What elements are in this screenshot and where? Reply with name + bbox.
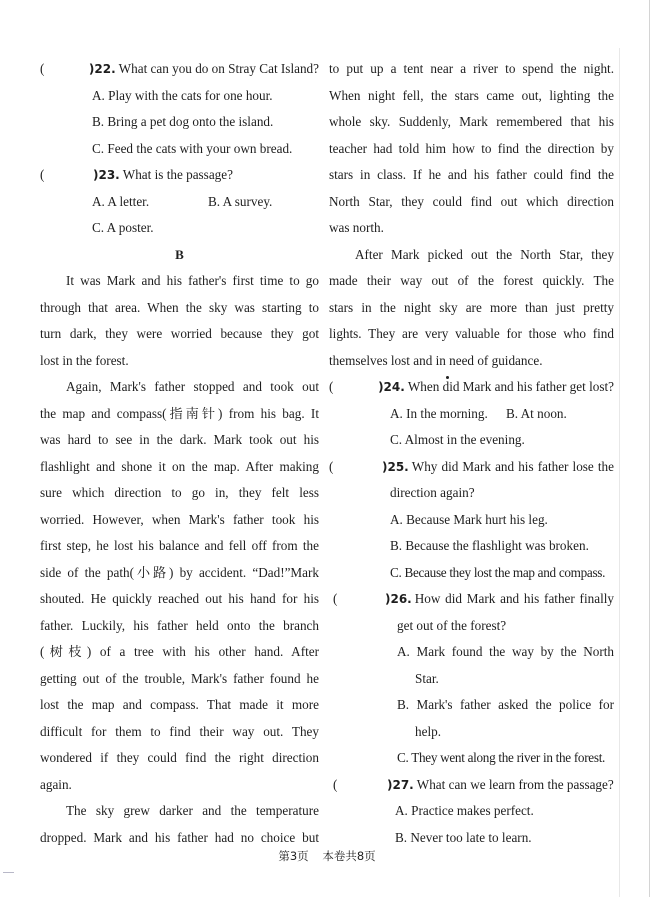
question-25 bbox=[329, 454, 614, 481]
answer-blank[interactable]: ( bbox=[333, 776, 338, 792]
passage-line: North Star, they could find out which direction bbox=[329, 193, 614, 209]
option-a-text: A. Mark found the way by the North bbox=[397, 644, 614, 659]
passage-line: again. bbox=[40, 776, 72, 792]
option-c: C. They went along the river in the forest. bbox=[397, 750, 606, 765]
question-text: How did Mark and his father finally bbox=[414, 591, 614, 606]
option-a: A. Practice makes perfect. bbox=[395, 803, 534, 818]
question-number: )24. bbox=[378, 380, 405, 394]
section-title: B bbox=[175, 246, 184, 262]
passage-line: stars in the night sky are more than just pretty bbox=[329, 299, 614, 315]
right-column bbox=[329, 56, 614, 851]
question-24 bbox=[329, 374, 614, 401]
option-b: B. At noon. bbox=[506, 405, 567, 421]
question-23 bbox=[40, 162, 319, 189]
option-b: B. A survey. bbox=[208, 193, 273, 209]
page-number: 第3页 bbox=[278, 849, 309, 863]
option-c: C. Almost in the evening. bbox=[390, 432, 525, 447]
option-b: B. Never too late to learn. bbox=[395, 829, 532, 845]
option-b bbox=[329, 692, 614, 719]
passage-line: the map and compass(指南针) from his bag. It bbox=[40, 405, 319, 421]
option-b-text: B. Mark's father asked the police for bbox=[397, 697, 614, 712]
passage-line: wondered if they could find the right direction bbox=[40, 750, 319, 765]
question-27 bbox=[329, 772, 614, 799]
option-c: C. Feed the cats with your own bread. bbox=[92, 140, 293, 156]
option-a: A. Because Mark hurt his leg. bbox=[390, 511, 548, 527]
passage-line: lights. They are very valuable for those who find bbox=[329, 326, 614, 341]
passage-line: Again, Mark's father stopped and took out bbox=[66, 379, 319, 394]
passage-line: whole sky. Suddenly, Mark remembered that his bbox=[329, 114, 614, 129]
left-column bbox=[40, 56, 319, 851]
answer-blank[interactable]: ( bbox=[329, 458, 334, 474]
option-c: C. A poster. bbox=[92, 220, 154, 235]
passage-line: lost in the forest. bbox=[40, 352, 129, 368]
passage-line: (树枝) of a tree with his other hand. After bbox=[40, 644, 319, 659]
page-edge-line bbox=[649, 0, 650, 897]
question-text-continued: get out of the forest? bbox=[397, 617, 507, 633]
passage-line: worried. However, when Mark's father took his bbox=[40, 511, 319, 527]
question-26 bbox=[329, 586, 614, 613]
question-number: )26. bbox=[385, 592, 412, 606]
passage-line: The sky grew darker and the temperature bbox=[66, 803, 319, 818]
passage-line: shouted. He quickly reached out his hand for his bbox=[40, 591, 319, 606]
question-text: What can you do on Stray Cat Island? bbox=[118, 61, 319, 76]
passage-line: flashlight and shone it on the map. After making bbox=[40, 458, 319, 474]
option-a: A. Play with the cats for one hour. bbox=[92, 87, 273, 103]
passage-line: side of the path(小路) by accident. “Dad!”Mark bbox=[40, 564, 319, 580]
passage-line: father. Luckily, his father held onto the branch bbox=[40, 617, 319, 633]
emphasis-dot bbox=[446, 376, 449, 379]
passage-line: teacher had told him how to find the direction by bbox=[329, 140, 614, 156]
answer-blank[interactable]: ( bbox=[329, 379, 334, 394]
question-text: Why did Mark and his father lose the bbox=[411, 458, 614, 474]
passage-line: lost the map and compass. That made it more bbox=[40, 697, 319, 712]
question-text: What can we learn from the passage? bbox=[416, 776, 614, 792]
passage-line: made their way out of the forest quickly. The bbox=[329, 273, 614, 288]
option-c: C. Because they lost the map and compass. bbox=[390, 564, 606, 580]
option-b: B. Because the flashlight was broken. bbox=[390, 538, 589, 553]
passage-line: themselves lost and in need of guidance. bbox=[329, 352, 543, 368]
option-a bbox=[329, 639, 614, 666]
question-text: What is the passage? bbox=[122, 167, 233, 182]
options-row bbox=[40, 189, 319, 216]
question-text-continued: direction again? bbox=[390, 485, 475, 500]
option-a: A. In the morning. bbox=[390, 405, 488, 421]
passage-line: was north. bbox=[329, 220, 384, 235]
passage-line: difficult for them to find their way out. They bbox=[40, 723, 319, 739]
scan-mark bbox=[3, 872, 14, 873]
passage-line: It was Mark and his father's first time to go bbox=[66, 273, 319, 288]
passage-line: sure which direction to go in, they felt less bbox=[40, 485, 319, 500]
passage-line: first step, he lost his balance and fell off from the bbox=[40, 538, 319, 553]
passage-right bbox=[329, 56, 614, 374]
question-number: )27. bbox=[387, 777, 414, 792]
question-22 bbox=[40, 56, 319, 83]
right-margin-line bbox=[619, 48, 620, 897]
passage-line: to put up a tent near a river to spend the night. bbox=[329, 61, 614, 76]
passage-line: After Mark picked out the North Star, they bbox=[355, 246, 614, 262]
page-footer bbox=[0, 848, 654, 864]
answer-blank[interactable]: ( bbox=[40, 61, 45, 76]
answer-blank[interactable]: ( bbox=[333, 591, 338, 606]
question-text: When did Mark and his father get lost? bbox=[407, 379, 614, 394]
question-number: )23. bbox=[93, 168, 120, 182]
passage-line: dropped. Mark and his father had no choice but bbox=[40, 829, 319, 845]
option-a-continued: Star. bbox=[415, 670, 439, 686]
options-row bbox=[329, 401, 614, 428]
passage-line: getting out of the trouble, Mark's father found he bbox=[40, 670, 319, 686]
question-number: )25. bbox=[382, 459, 409, 474]
passage-line: When night fell, the stars came out, lighting the bbox=[329, 87, 614, 103]
question-number: )22. bbox=[88, 62, 116, 76]
option-b: B. Bring a pet dog onto the island. bbox=[92, 114, 274, 129]
passage-line: stars in class. If he and his father could find the bbox=[329, 167, 614, 182]
option-a: A. A letter. bbox=[92, 193, 150, 209]
passage-left bbox=[40, 268, 319, 851]
answer-blank[interactable]: ( bbox=[40, 167, 45, 182]
passage-line: turn dark, they were worried because they got bbox=[40, 326, 319, 341]
passage-line: was hard to see in the dark. Mark took out his bbox=[40, 432, 319, 447]
total-pages: 本卷共8页 bbox=[322, 849, 376, 863]
passage-line: through that area. When the sky was starting to bbox=[40, 299, 319, 315]
option-b-continued: help. bbox=[415, 723, 442, 739]
